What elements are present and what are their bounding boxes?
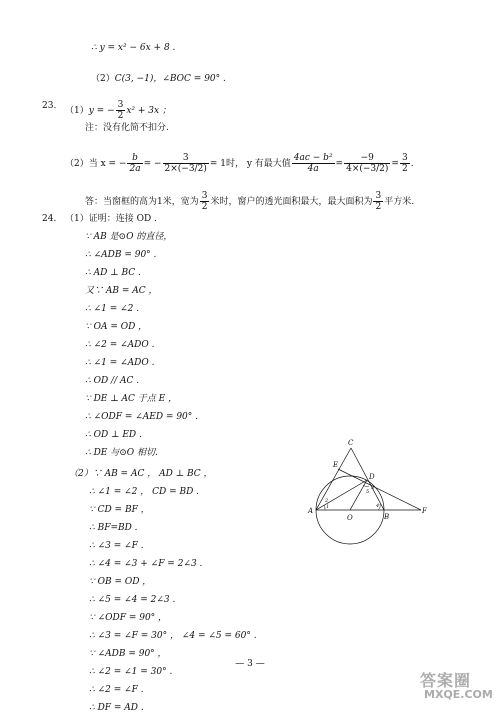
label-angle-2: 2	[325, 498, 329, 504]
proof-line: ∴ ∠1 = ∠2 ， CD = BD .	[89, 487, 200, 497]
proof-line: ∵ OA = OD ，	[85, 322, 148, 332]
label-b: B	[384, 513, 390, 521]
proof-line: 又∵ AB = AC ，	[85, 286, 158, 296]
q23-part1: （1）y = − $\frac{3}{2}$ x² + 3x ；	[65, 100, 171, 121]
proof-line: ∵ ∠ODF = 90° ，	[89, 613, 168, 623]
question-number-24: 24.	[42, 214, 57, 224]
label-angle-3: 3	[371, 485, 375, 491]
question-number-23: 23.	[42, 101, 57, 111]
proof-line: ∴ DE 与⊙O 相切.	[85, 448, 158, 458]
label-angle-1: 1	[326, 504, 330, 510]
proof-line: ∵ CD = BF ，	[89, 505, 150, 515]
proof-line: ∴ ∠2 = ∠F .	[89, 685, 144, 695]
proof-line: ∴ ∠3 = ∠F .	[89, 541, 144, 551]
equation-line: ∴ y = x² − 6x + 8 .	[91, 43, 176, 53]
proof-line: ∴ ∠5 = ∠4 = 2∠3 .	[89, 595, 176, 605]
line-ad	[316, 480, 370, 510]
proof-line: ∴ ∠ADB = 90° .	[85, 250, 157, 260]
label-e: E	[333, 461, 339, 469]
line-od	[350, 480, 370, 510]
label-angle-5: 5	[366, 489, 370, 495]
proof-line: ∵ AB 是⊙O 的直径，	[85, 232, 173, 242]
proof-line: ∵ DE ⊥ AC 于点 E ，	[85, 394, 178, 404]
proof-line: ∴ AD ⊥ BC .	[85, 268, 141, 278]
label-a: A	[308, 507, 314, 515]
proof-line: ∴ ∠4 = ∠3 + ∠F = 2∠3 .	[89, 559, 203, 569]
line-ac	[316, 448, 351, 510]
proof-line: ∴ ∠ODF = ∠AED = 90° .	[85, 412, 198, 422]
label-angle-4: 4	[376, 503, 380, 509]
q23-answer: 答：当窗框的高为1米，宽为 $\frac{3}{2}$ 米时，窗户的透光面积最大，最大面积为 $\frac{3}{2}$ 平方米.	[85, 191, 415, 212]
label-d: D	[369, 473, 375, 481]
proof-line: ∴ OD ⊥ ED .	[85, 430, 142, 440]
q23-part2: （2）当 x = − $\frac{b}{2a}$ = − $\frac{3}{2\times(-3/2)}$ = 1时， y 有最大值 $\frac{\text{4ac − b²}}{4a}$ = $\frac{-9}{4\times(-3/2)}$ = $\frac{3}{2}$ .	[65, 153, 414, 174]
proof-line: ∴ ∠1 = ∠2 .	[85, 304, 140, 314]
label-o: O	[347, 514, 353, 522]
q24-part2-heading: （2）∵ AB = AC ， AD ⊥ BC ，	[69, 469, 213, 479]
proof-line: ∵ OB = OD ，	[89, 577, 152, 587]
proof-line: ∴ ∠1 = ∠ADO .	[85, 358, 155, 368]
q23-note: 注：没有化简不扣分.	[85, 123, 169, 133]
proof-line: ∴ BF=BD .	[89, 523, 138, 533]
proof-line: ∴ ∠2 = ∠1 = 30° .	[89, 667, 173, 677]
label-c: C	[348, 439, 354, 447]
proof-line: ∵ ∠ADB = 90° ，	[89, 649, 167, 659]
q24-part1-heading: （1）证明：连接 OD .	[65, 214, 157, 224]
label-f: F	[422, 507, 427, 515]
proof-line: ∴ OD // AC .	[85, 376, 140, 386]
page-number: — 3 —	[235, 659, 265, 669]
line-cb	[351, 448, 384, 510]
proof-line: ∴ ∠3 = ∠F = 30° ， ∠4 = ∠5 = 60° .	[89, 631, 257, 641]
watermark-logo: 答案圈 MXQE.COM	[420, 671, 493, 701]
proof-line: ∴ ∠2 = ∠ADO .	[85, 340, 155, 350]
geometry-figure	[305, 438, 435, 560]
proof-line: ∴ DF = AD .	[89, 703, 144, 713]
answer-line: （2）C(3, −1)，∠BOC = 90° .	[91, 74, 226, 84]
